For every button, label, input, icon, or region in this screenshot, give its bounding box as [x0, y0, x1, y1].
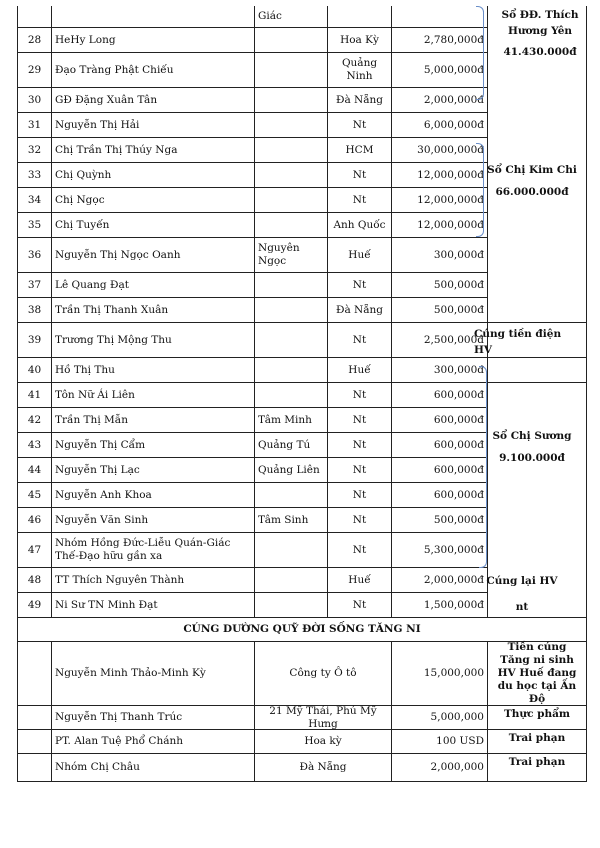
donor-name: Nguyễn Anh Khoa: [52, 483, 255, 508]
donor-name: Tôn Nữ Ái Liên: [52, 383, 255, 408]
donor-name: HeHy Long: [52, 28, 255, 53]
donation-amount: 600,000đ: [392, 433, 488, 458]
section-header: [17, 618, 587, 642]
donor-name: Nguyễn Thị Hải: [52, 113, 255, 138]
note-cell: [488, 533, 587, 568]
donation-amount: 300,000đ: [392, 238, 488, 273]
dharma-name: [255, 483, 328, 508]
donation-amount: 2,000,000đ: [392, 568, 488, 593]
donor-address: Nt: [328, 163, 392, 188]
dharma-name: Giác: [255, 6, 328, 28]
donor-name: Trần Thị Mẫn: [52, 408, 255, 433]
donor-name: TT Thích Nguyên Thành: [52, 568, 255, 593]
note-cell: [488, 238, 587, 273]
row-number: 43: [17, 433, 52, 458]
donor-name: Chị Trần Thị Thúy Nga: [52, 138, 255, 163]
row-number: 38: [17, 298, 52, 323]
note-so-kimchi-total: 66.000.000đ: [495, 186, 569, 198]
dharma-name: Tâm Minh: [255, 408, 328, 433]
donor-address: Nt: [328, 458, 392, 483]
donor-address: Đà Nẵng: [328, 88, 392, 113]
donor-address: Nt: [328, 113, 392, 138]
table-row: [17, 383, 587, 408]
note-cung-dien: Cúng tiền điện HV: [474, 328, 562, 356]
donation-amount: 2,500,000đ: [392, 323, 488, 358]
donor-name: Chị Quỳnh: [52, 163, 255, 188]
table-row: [17, 88, 587, 113]
table-row: [17, 533, 587, 568]
row-number: 49: [17, 593, 52, 618]
row-number: 34: [17, 188, 52, 213]
note-so-suong-total: 9.100.000đ: [499, 452, 565, 464]
donation-amount: 300,000đ: [392, 358, 488, 383]
donor-name: Trần Thị Thanh Xuân: [52, 298, 255, 323]
row-number: 30: [17, 88, 52, 113]
donor-name: Ni Sư TN Minh Đạt: [52, 593, 255, 618]
donation-amount: 12,000,000đ: [392, 213, 488, 238]
row-number: 40: [17, 358, 52, 383]
donation-amount: 5,000,000: [392, 706, 488, 730]
note-cung-lai: Cúng lại HV: [486, 575, 558, 587]
dharma-name: Tâm Sinh: [255, 508, 328, 533]
donor-name: Nhóm Chị Châu: [52, 754, 255, 782]
row-number: 35: [17, 213, 52, 238]
donation-amount: 12,000,000đ: [392, 188, 488, 213]
section-row: [17, 730, 587, 754]
donor-address: [328, 6, 392, 28]
dharma-name: [255, 533, 328, 568]
row-number: 46: [17, 508, 52, 533]
row-number: 42: [17, 408, 52, 433]
donation-amount: 2,000,000đ: [392, 88, 488, 113]
donation-table: [17, 6, 587, 782]
donor-address: 21 Mỹ Thái, Phú Mỹ Hưng: [255, 706, 392, 730]
dharma-name: Nguyên Ngọc: [255, 238, 328, 273]
row-number: 33: [17, 163, 52, 188]
donor-name: Nhóm Hồng Đức-Liễu Quán-Giác Thế-Đạo hữu gần xa: [52, 533, 255, 568]
note-cell: [488, 88, 587, 113]
donor-address: Huế: [328, 568, 392, 593]
brace-so-suong: [479, 366, 487, 568]
donation-amount: 6,000,000đ: [392, 113, 488, 138]
row-number: 28: [17, 28, 52, 53]
donation-amount: 500,000đ: [392, 508, 488, 533]
donation-amount: 15,000,000: [392, 642, 488, 706]
section-row: [17, 706, 587, 730]
donor-name: Trương Thị Mộng Thu: [52, 323, 255, 358]
donation-amount: 5,000,000đ: [392, 53, 488, 88]
row-number: 36: [17, 238, 52, 273]
dharma-name: [255, 568, 328, 593]
dharma-name: Quảng Tú: [255, 433, 328, 458]
row-number: [17, 6, 52, 28]
dharma-name: [255, 88, 328, 113]
donor-name: Chị Tuyến: [52, 213, 255, 238]
donor-address: Hoa Kỳ: [328, 28, 392, 53]
donation-amount: 2,780,000đ: [392, 28, 488, 53]
donor-name: Nguyễn Minh Thảo-Minh Kỳ: [52, 642, 255, 706]
donor-name: PT. Alan Tuệ Phổ Chánh: [52, 730, 255, 754]
donation-amount: 1,500,000đ: [392, 593, 488, 618]
dharma-name: [255, 593, 328, 618]
donor-address: Nt: [328, 408, 392, 433]
row-number: 29: [17, 53, 52, 88]
donation-amount: 100 USD: [392, 730, 488, 754]
row-number: [17, 706, 52, 730]
note-cell: [488, 298, 587, 323]
row-number: 41: [17, 383, 52, 408]
row-number: 37: [17, 273, 52, 298]
donor-address: Nt: [328, 383, 392, 408]
note-cell: [488, 273, 587, 298]
row-number: 47: [17, 533, 52, 568]
donor-address: Nt: [328, 483, 392, 508]
donor-address: Nt: [328, 593, 392, 618]
donor-address: Huế: [328, 238, 392, 273]
donor-address: Hoa kỳ: [255, 730, 392, 754]
row-number: 39: [17, 323, 52, 358]
table-row: [17, 358, 587, 383]
table-row: [17, 238, 587, 273]
note-so-kimchi: Sổ Chị Kim Chi: [487, 164, 577, 176]
row-number: [17, 642, 52, 706]
dharma-name: [255, 113, 328, 138]
dharma-name: [255, 138, 328, 163]
note-cell: [488, 508, 587, 533]
donation-amount: 600,000đ: [392, 458, 488, 483]
dharma-name: [255, 28, 328, 53]
purpose-note: Tiền cúng Tăng ni sinh HV Huế đang du học tại Ấn Độ: [488, 642, 587, 706]
donor-name: GĐ Đặng Xuân Tân: [52, 88, 255, 113]
note-cell: [488, 483, 587, 508]
donor-address: Nt: [328, 323, 392, 358]
donor-address: Nt: [328, 273, 392, 298]
donor-name: Nguyễn Văn Sinh: [52, 508, 255, 533]
note-cell: [488, 138, 587, 163]
donor-name: Lê Quang Đạt: [52, 273, 255, 298]
donor-name: Nguyễn Thị Thanh Trúc: [52, 706, 255, 730]
row-number: [17, 730, 52, 754]
table-row: [17, 113, 587, 138]
donation-amount: 12,000,000đ: [392, 163, 488, 188]
row-number: 48: [17, 568, 52, 593]
dharma-name: [255, 323, 328, 358]
donation-amount: 600,000đ: [392, 408, 488, 433]
note-so-dd: Sổ ĐĐ. Thích Hương Yên: [501, 9, 579, 37]
donor-name: [52, 6, 255, 28]
note-cell: [488, 113, 587, 138]
dharma-name: [255, 188, 328, 213]
table-row: [17, 508, 587, 533]
table-row: [17, 213, 587, 238]
dharma-name: [255, 53, 328, 88]
donor-address: Nt: [328, 433, 392, 458]
donor-address: HCM: [328, 138, 392, 163]
donor-name: Nguyễn Thị Cẩm: [52, 433, 255, 458]
donor-name: Hồ Thị Thu: [52, 358, 255, 383]
note-cell: [488, 383, 587, 408]
donation-amount: 5,300,000đ: [392, 533, 488, 568]
donor-address: Nt: [328, 508, 392, 533]
donor-name: Nguyễn Thị Lạc: [52, 458, 255, 483]
donation-amount: 500,000đ: [392, 298, 488, 323]
donor-address: Đà Nẵng: [255, 754, 392, 782]
row-number: 44: [17, 458, 52, 483]
table-row: [17, 138, 587, 163]
donor-name: Chị Ngọc: [52, 188, 255, 213]
dharma-name: [255, 383, 328, 408]
donor-address: Huế: [328, 358, 392, 383]
table-row: [17, 483, 587, 508]
note-cell: [488, 358, 587, 383]
dharma-name: [255, 163, 328, 188]
note-cell: [488, 213, 587, 238]
brace-so-dd: [476, 6, 484, 100]
table-row: [17, 273, 587, 298]
donation-amount: 30,000,000đ: [392, 138, 488, 163]
donation-amount: 2,000,000: [392, 754, 488, 782]
note-so-dd-total: 41.430.000đ: [503, 46, 577, 58]
dharma-name: [255, 213, 328, 238]
donation-amount: 600,000đ: [392, 383, 488, 408]
donor-address: Anh Quốc: [328, 213, 392, 238]
row-number: 45: [17, 483, 52, 508]
donor-address: Đà Nẵng: [328, 298, 392, 323]
donor-address: Công ty Ô tô: [255, 642, 392, 706]
donation-amount: 500,000đ: [392, 273, 488, 298]
purpose-note: Trai phạn: [488, 730, 587, 754]
section-title: CÚNG DƯỜNG QUỸ ĐỜI SỐNG TĂNG NI: [17, 618, 587, 642]
row-number: 32: [17, 138, 52, 163]
brace-so-kimchi: [476, 143, 484, 237]
note-so-suong: Sổ Chị Sương: [492, 430, 572, 442]
dharma-name: Quảng Liên: [255, 458, 328, 483]
donor-name: Đạo Tràng Phật Chiếu: [52, 53, 255, 88]
note-nt: nt: [515, 601, 529, 613]
table-row: [17, 298, 587, 323]
donor-address: Nt: [328, 533, 392, 568]
dharma-name: [255, 298, 328, 323]
donor-name: Nguyễn Thị Ngọc Oanh: [52, 238, 255, 273]
section-row: [17, 642, 587, 706]
dharma-name: [255, 358, 328, 383]
section-row: [17, 754, 587, 782]
donation-amount: 600,000đ: [392, 483, 488, 508]
purpose-note: Trai phạn: [488, 754, 587, 782]
donation-amount: [392, 6, 488, 28]
purpose-note: Thực phẩm: [488, 706, 587, 730]
donor-address: Nt: [328, 188, 392, 213]
row-number: [17, 754, 52, 782]
donor-address: Quảng Ninh: [328, 53, 392, 88]
dharma-name: [255, 273, 328, 298]
row-number: 31: [17, 113, 52, 138]
